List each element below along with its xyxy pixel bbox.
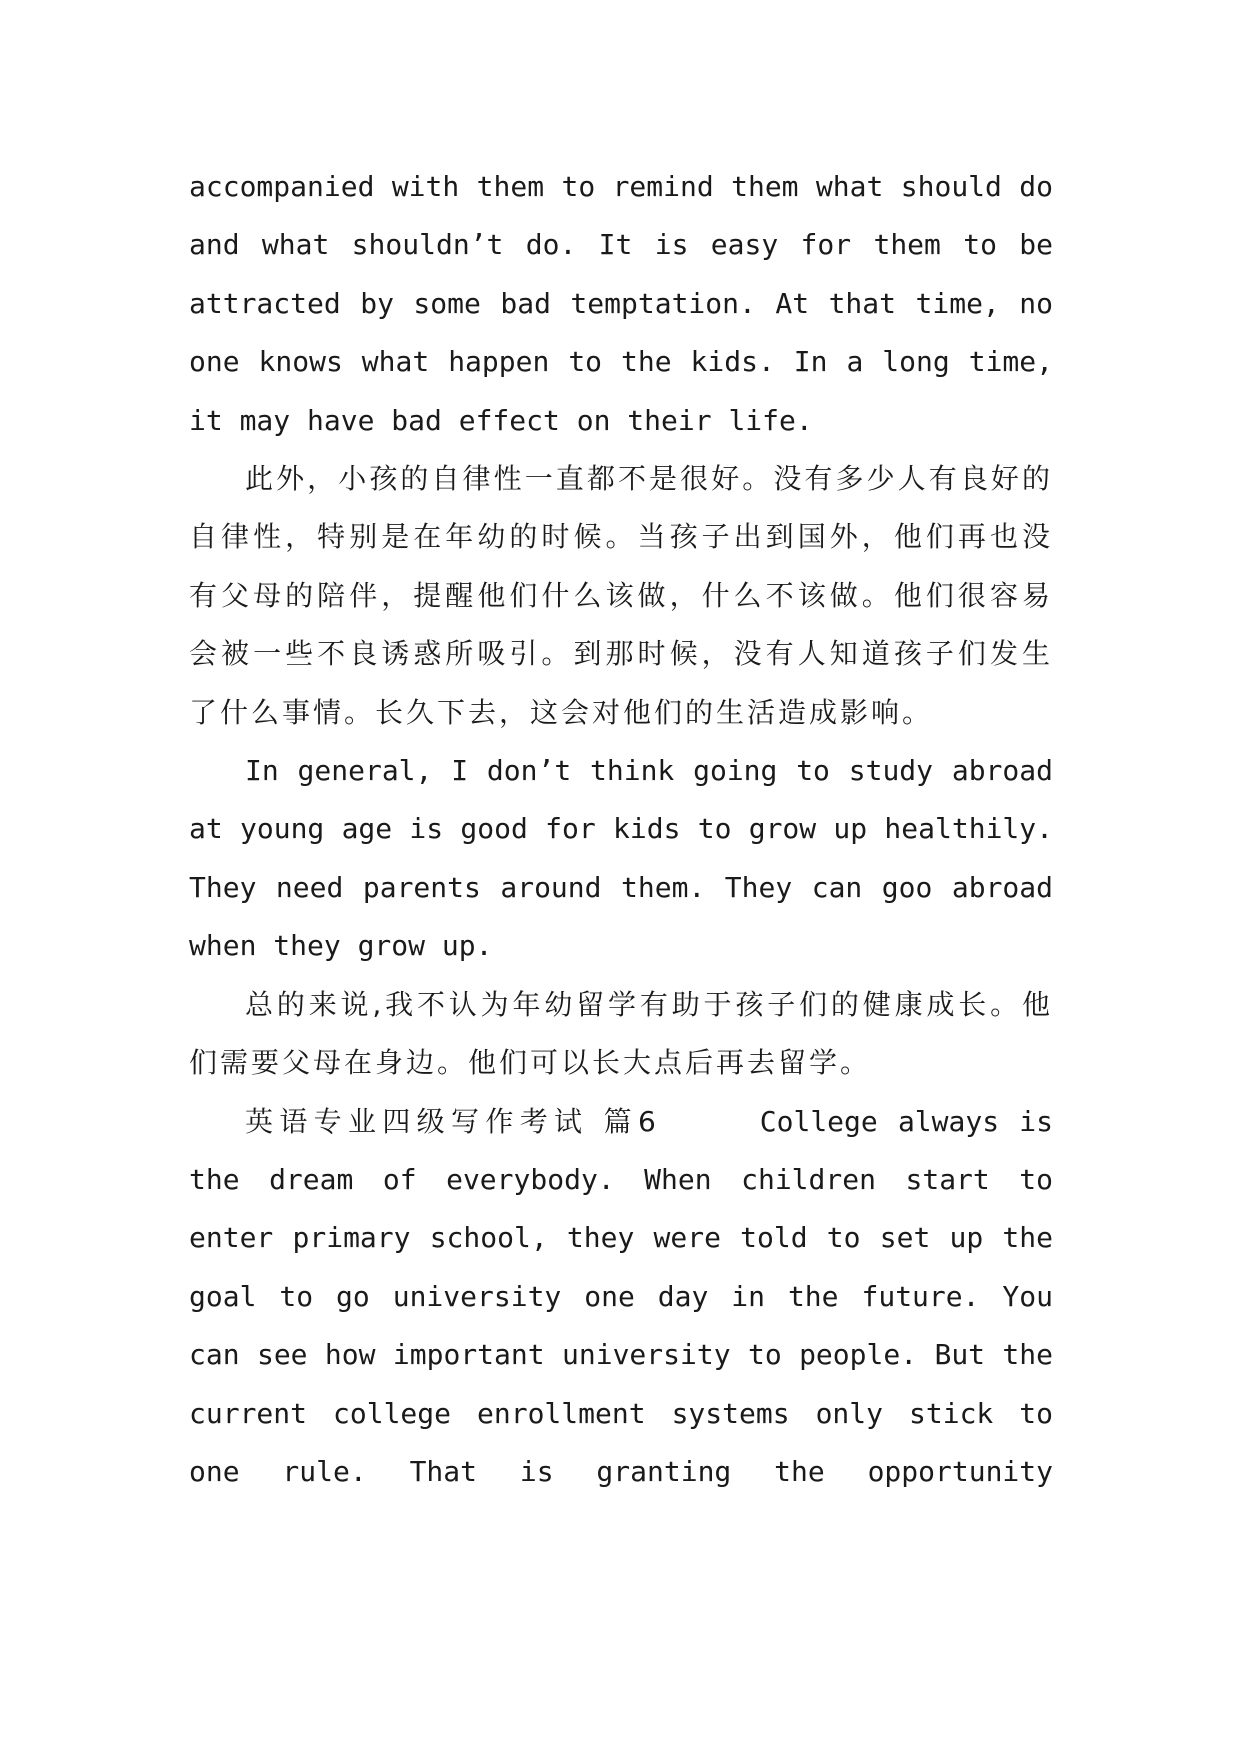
- paragraph-english-conclusion: In general, I don’t think going to study abroad at young age is good for kids to grow up healthily. They need parents around them. They can goo abroad when they grow up.: [189, 754, 1053, 963]
- paragraph-chinese-self-discipline: 此外，小孩的自律性一直都不是很好。没有多少人有良好的自律性，特别是在年幼的时候。当孩子出到国外，他们再也没有父母的陪伴，提醒他们什么该做，什么不该做。他们很容易会被一些不良诱惑所吸引。到那时候，没有人知道孩子们发生了什么事情。长久下去，这会对他们的生活造成影响。: [189, 462, 1053, 729]
- paragraph-chinese-conclusion: 总的来说,我不认为年幼留学有助于孩子们的健康成长。他们需要父母在身边。他们可以长大点后再去留学。: [189, 987, 1053, 1080]
- document-body: [189, 158, 1053, 1501]
- paragraph-english-self-discipline: accompanied with them to remind them what should do and what shouldn’t do. It is easy for them to be attracted by some bad temptation. At that time, no one knows what happen to the kids. In a long time, it may have bad effect on their life.: [189, 170, 1053, 437]
- essay-heading: 英语专业四级写作考试 篇6: [245, 1104, 659, 1138]
- paragraph-essay-6: [189, 1093, 1053, 1502]
- essay-6-text: College always is the dream of everybody. When children start to enter primary school, they were told to set up the goal to go university one day in the future. You can see how important university to people. But the current college enrollment systems only stick to one rule. That is granting the opportunity: [189, 1104, 1054, 1488]
